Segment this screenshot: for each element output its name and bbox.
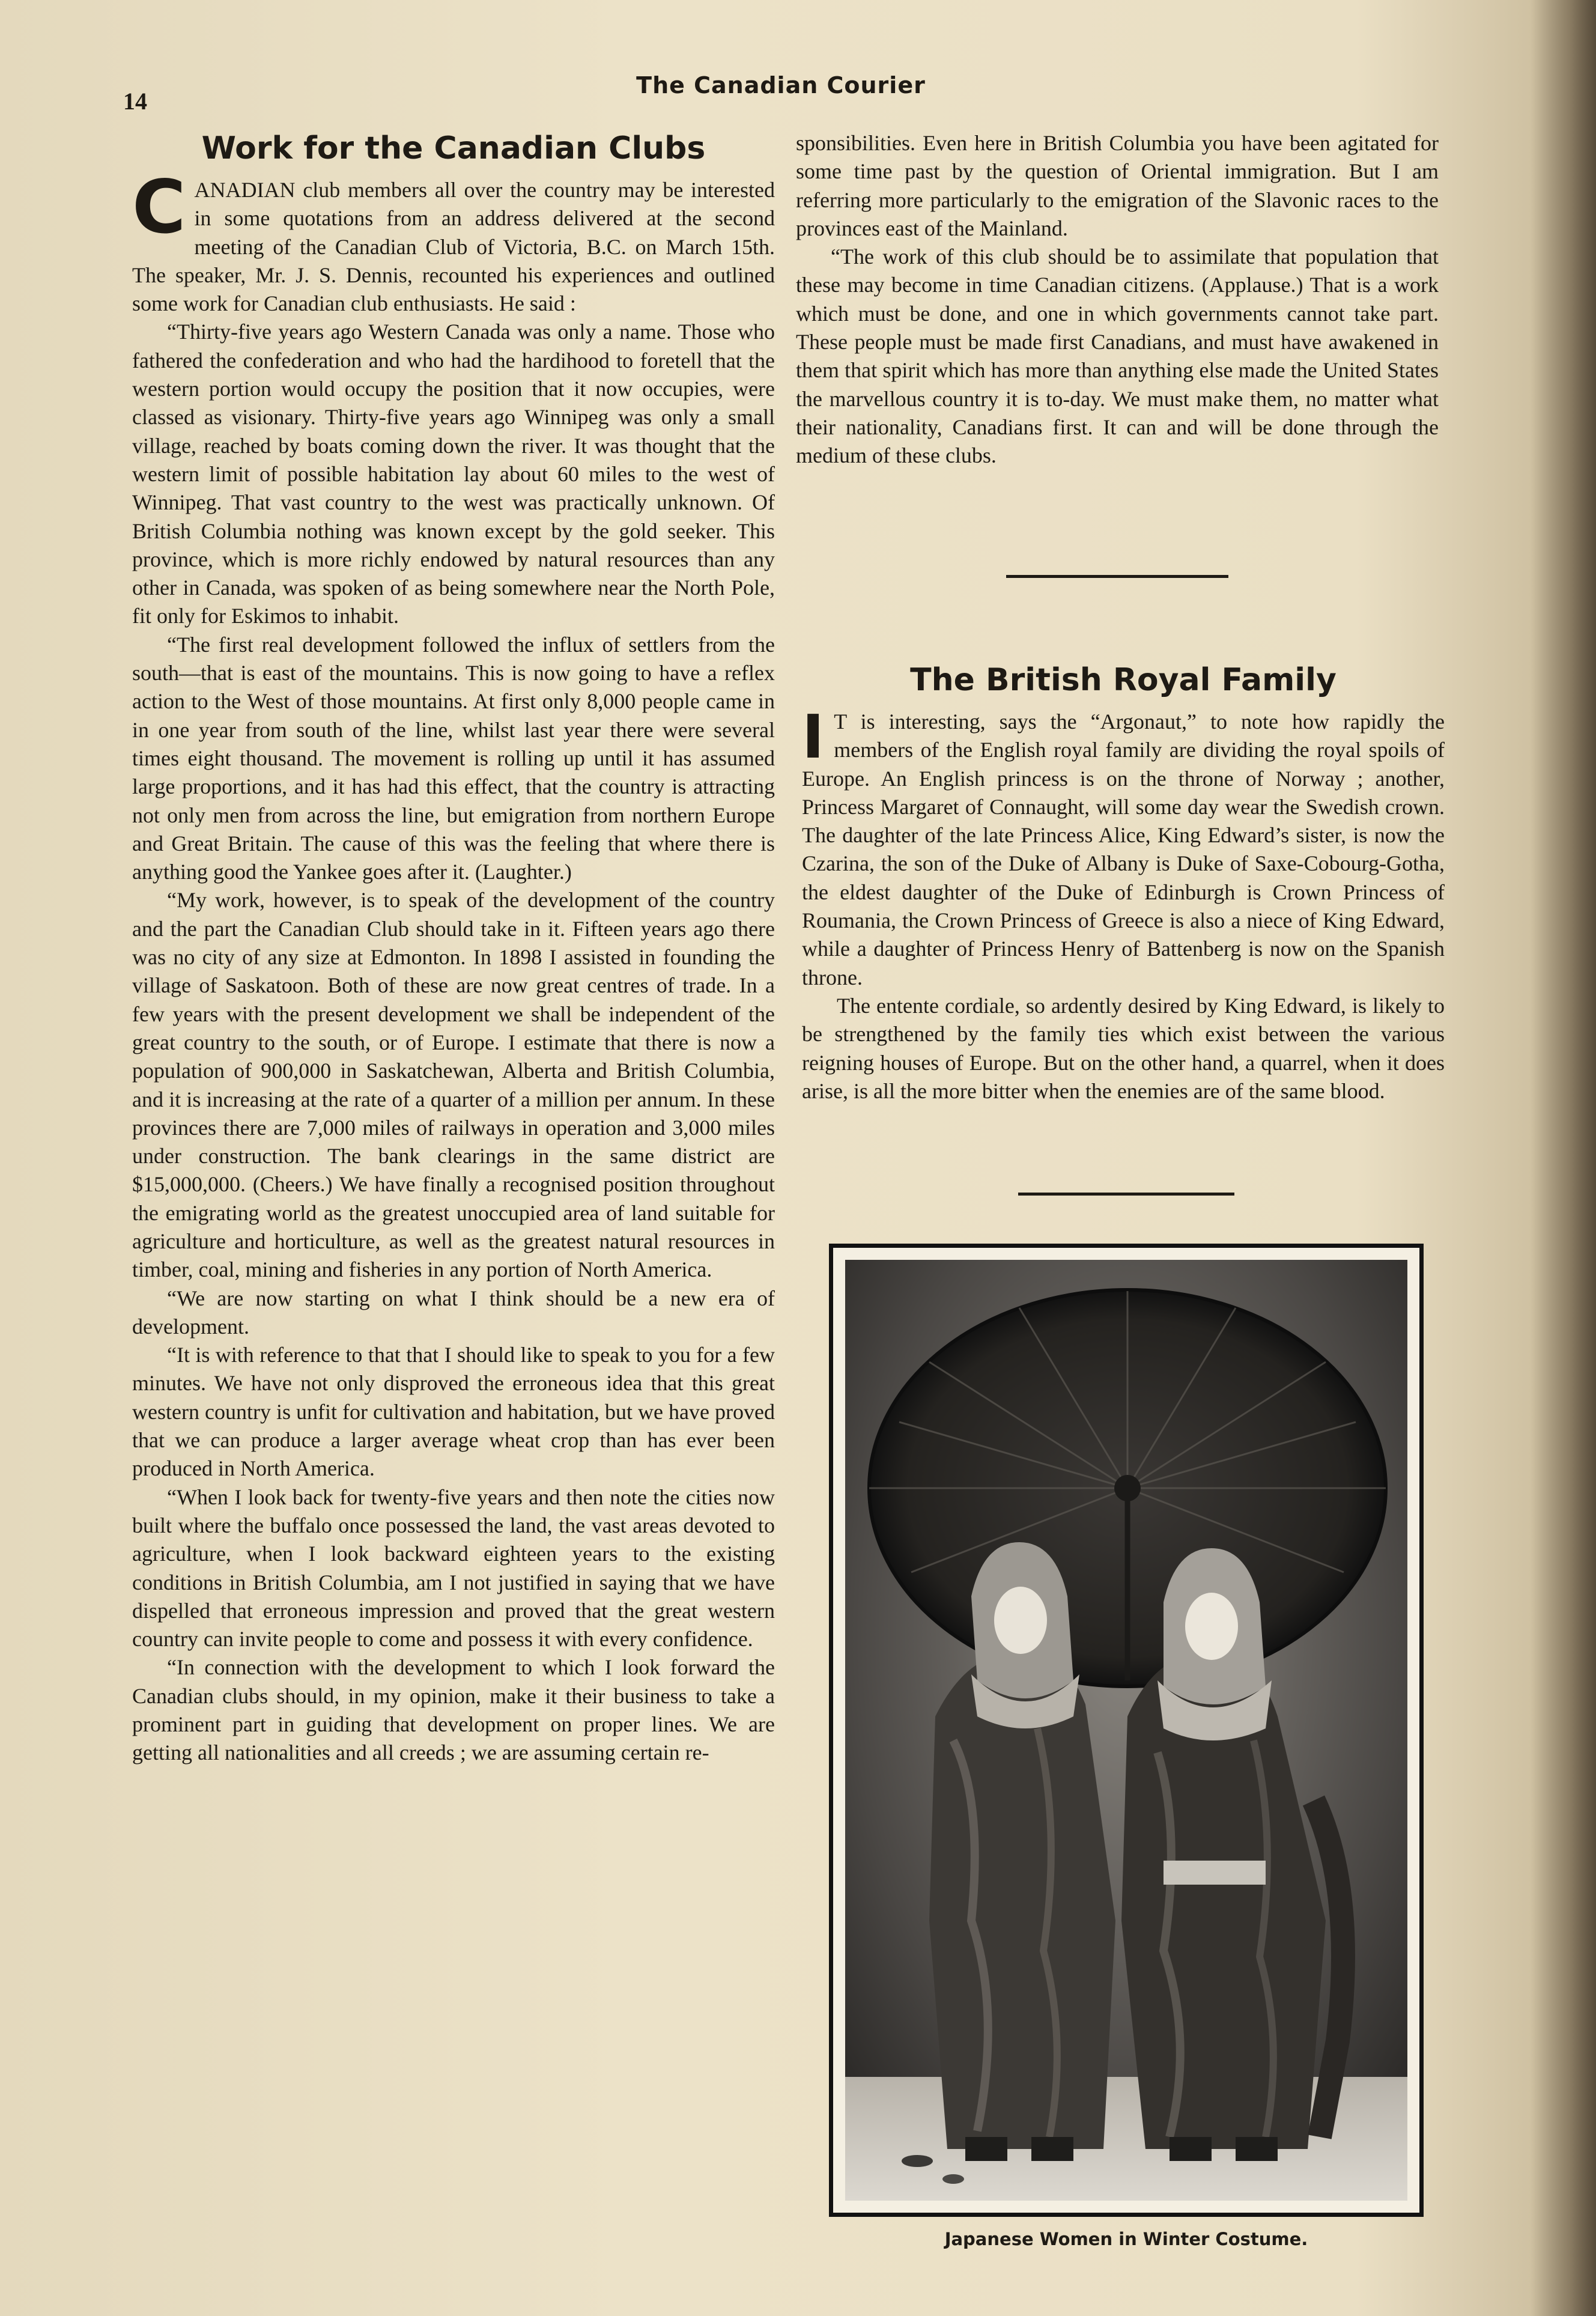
photograph-frame bbox=[829, 1244, 1424, 2217]
drop-cap: C bbox=[132, 165, 186, 250]
article-canadian-clubs-continued bbox=[796, 129, 1439, 470]
drop-cap: I bbox=[802, 702, 825, 772]
paragraph-text: T is interesting, says the “Argonaut,” to note how rapidly the members of the English royal family are dividing the royal spoils of Europe. An English princess is on the throne of Norway ; another, Princess Margaret of Connaught, will some day wear the Swedish crown. The daughter of the late Princess Alice, King Edward’s sister, is now the Czarina, the son of the Duke of Albany is Duke of Saxe-Cobourg-Gotha, the eldest daughter of the Duke of Edinburgh is Crown Princess of Roumania, the Crown Princess of Greece is also a niece of King Edward, while a daughter of Princess Henry of Battenberg is now on the Spanish throne. bbox=[802, 710, 1445, 989]
section-divider bbox=[1018, 1193, 1234, 1196]
article-title-canadian-clubs: Work for the Canadian Clubs bbox=[201, 130, 706, 166]
article-title-royal-family: The British Royal Family bbox=[910, 662, 1337, 698]
section-divider bbox=[1006, 575, 1228, 578]
article-paragraph bbox=[132, 165, 775, 318]
magazine-title: The Canadian Courier bbox=[636, 72, 926, 99]
article-paragraph: “It is with reference to that that I should like to speak to you for a few minutes. We have not only disproved the erroneous idea that this great western country is unfit for cultivation and habitation, but we have proved that we can produce a larger average wheat crop than has ever been produced in North America. bbox=[132, 1343, 775, 1481]
article-paragraph: “The first real development followed the influx of settlers from the south—that is east of the mountains. This is now going to have a reflex action to the West of those mountains. At first only 8,000 people came in in one year from south of the line, whilst last year there were several times eight thousand. The movement is rolling up until it has assumed large proportions, and it has had this effect, that the country is attracting not only men from across the line, but emigration from northern Europe and Great Britain. The cause of this was the feeling that where there is anything good the Yankee goes after it. (Laughter.) bbox=[132, 632, 775, 884]
page-spine-shadow bbox=[1530, 0, 1596, 2316]
photo-caption: Japanese Women in Winter Costume. bbox=[944, 2229, 1308, 2249]
article-canadian-clubs bbox=[132, 129, 775, 1767]
article-paragraph: “My work, however, is to speak of the development of the country and the part the Canadian Club should take in it. Fifteen years ago there was no city of any size at Edmonton. In 1898 I assisted in founding the village of Saskatoon. Both of these are now great centres of trade. In a few years with the present development we shall be independent of the great country to the south, or of Europe. I estimate that there is now a population of 900,000 in Saskatchewan, Alberta and British Columbia, and it is increasing at the rate of a quarter of a million per annum. In these provinces there are 7,000 miles of railways in operation and 3,000 miles under construction. The bank clearings in the same district are $15,000,000. (Cheers.) We have finally a recognised position throughout the emigrating world as the greatest unoccupied area of land suitable for agriculture and horticulture, as well as the greatest natural resources in timber, coal, mining and fisheries in any portion of North America. bbox=[132, 888, 775, 1282]
article-paragraph: “Thirty-five years ago Western Canada was only a name. Those who fathered the confederation and who had the hardihood to foretell that the western portion would occupy the position that it now occupies, were classed as visionary. Thirty-five years ago Winnipeg was only a small village, reached by boats coming down the river. It was thought that the western limit of possible habitation lay about 60 miles to the west of Winnipeg. That vast country to the west was practically unknown. Of British Columbia nothing was known except by the gold seeker. This province, which is more richly endowed by natural resources than any other in Canada, was spoken of as being somewhere near the North Pole, fit only for Eskimos to inhabit. bbox=[132, 320, 775, 628]
article-paragraph: “We are now starting on what I think should be a new era of development. bbox=[132, 1286, 775, 1339]
article-paragraph: The entente cordiale, so ardently desired by King Edward, is likely to be strengthened by the family ties which exist between the various reigning houses of Europe. But on the other hand, a quarrel, when it does arise, is all the more bitter when the enemies are of the same blood. bbox=[802, 993, 1445, 1103]
article-paragraph: sponsibilities. Even here in British Columbia you have been agitated for some time past by the question of Oriental immigration. But I am referring more particularly to the emigration of the Slavonic races to the provinces east of the Mainland. bbox=[796, 131, 1439, 240]
lead-in: ANADIAN bbox=[194, 178, 296, 202]
page-number: 14 bbox=[123, 88, 147, 115]
paragraph-text: club members all over the country may be interested in some quotations from an address delivered at the second meeting of the Canadian Club of Victoria, B.C. on March 15th. The speaker, Mr. J. S. Dennis, recounted his experiences and outlined some work for Canadian club enthusiasts. He said : bbox=[132, 178, 775, 316]
photograph-japanese-women bbox=[845, 1260, 1407, 2201]
article-paragraph: “When I look back for twenty-five years and then note the cities now built where the buffalo once possessed the land, the vast areas devoted to agriculture, when I look backward eighteen years to the existing conditions in British Columbia, am I not justified in saying that we have dispelled that erroneous impression and proved that the great western country can invite people to come and possess it with every confidence. bbox=[132, 1485, 775, 1652]
article-paragraph: “The work of this club should be to assimilate that population that these may become in time Canadian citizens. (Applause.) That is a work which must be done, and one in which governments cannot take part. These people must be made first Canadians, and must have awakened in them that spirit which has more than anything else made the United States the marvellous country it is to-day. We must make them, no matter what their nationality, Canadians first. It can and will be done through the medium of these clubs. bbox=[796, 245, 1439, 468]
article-british-royal-family bbox=[802, 661, 1445, 1105]
article-paragraph bbox=[802, 702, 1445, 992]
article-paragraph: “In connection with the development to which I look forward the Canadian clubs should, in my opinion, make it their business to take a prominent part in guiding that development on proper lines. We are getting all nationalities and all creeds ; we are assuming certain re- bbox=[132, 1655, 775, 1765]
